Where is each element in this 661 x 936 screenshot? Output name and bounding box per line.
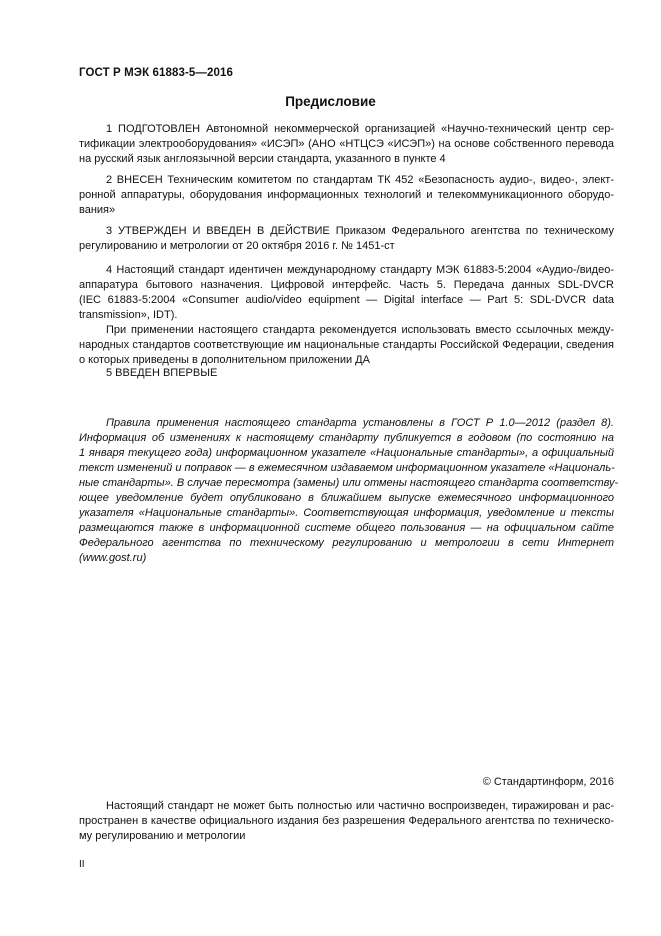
text-line: регулированию и метрологии от 20 октября 2016 г. № 1451-ст	[79, 240, 395, 252]
text-line: текст изменений и поправок — в ежемесячном издаваемом информационном указателе «Националь-	[79, 462, 615, 474]
text-line: 5 ВВЕДЕН ВПЕРВЫЕ	[106, 367, 218, 379]
publication-notice	[79, 416, 619, 566]
text-line: Настоящий стандарт не может быть полностью или частично воспроизведен, тиражирован и рас-	[106, 800, 614, 812]
text-line: ронной аппаратуры, оборудования информационных технологий и телекоммуникационного оборудо-	[79, 189, 614, 201]
foreword-item-5	[79, 366, 614, 381]
document-header: ГОСТ Р МЭК 61883-5—2016	[79, 67, 233, 79]
text-line: о которых приведены в дополнительном приложении ДА	[79, 354, 370, 366]
text-line: указателя «Национальные стандарты». Соответствующая информация, уведомление и тексты	[79, 507, 614, 519]
text-line: аппаратура бытового назначения. Цифровой интерфейс. Часть 5. Передача данных SDL-DVCR	[79, 279, 614, 291]
text-line: 1 ПОДГОТОВЛЕН Автономной некоммерческой организацией «Научно-технический центр сер-	[106, 123, 614, 135]
foreword-item-1	[79, 122, 614, 167]
text-line: размещаются также в информационной системе общего пользования — на официальном сайте	[79, 522, 614, 534]
text-line: Федерального агентства по техническому регулированию и метрологии в сети Интернет	[79, 537, 614, 549]
text-line: 3 УТВЕРЖДЕН И ВВЕДЕН В ДЕЙСТВИЕ Приказом Федерального агентства по техническому	[106, 225, 614, 237]
copyright-notice: © Стандартинформ, 2016	[482, 776, 614, 788]
text-line: (www.gost.ru)	[79, 552, 147, 564]
text-line: народных стандартов соответствующие им национальные стандарты Российской Федерации, сведения	[79, 339, 614, 351]
text-line: Информация об изменениях к настоящему стандарту публикуется в годовом (по состоянию на	[79, 432, 614, 444]
page-title: Предисловие	[285, 94, 376, 109]
page-number: II	[79, 859, 85, 870]
text-line: 1 января текущего года) информационном указателе «Национальные стандарты», а официальный	[79, 447, 614, 459]
foreword-item-3	[79, 224, 614, 254]
text-line: 4 Настоящий стандарт идентичен международному стандарту МЭК 61883-5:2004 «Аудио-/видео-	[106, 264, 614, 276]
text-line: вания»	[79, 204, 116, 216]
text-line: При применении настоящего стандарта рекомендуется использовать вместо ссылочных между-	[106, 324, 614, 336]
text-line: на русский язык англоязычной версии стандарта, указанного в пункте 4	[79, 153, 446, 165]
text-line: transmission», IDT).	[79, 309, 178, 321]
foreword-item-2	[79, 173, 614, 218]
text-line: Правила применения настоящего стандарта установлены в ГОСТ Р 1.0—2012 (раздел 8).	[106, 417, 614, 429]
text-line: му регулированию и метрологии	[79, 830, 246, 842]
text-line: ные стандарты». В случае пересмотра (замены) или отмены настоящего стандарта соответству-	[79, 477, 619, 489]
text-line: (IEC 61883-5:2004 «Consumer audio/video equipment — Digital interface — Part 5: SDL-DVCR data	[79, 294, 614, 306]
foreword-item-4-note	[79, 323, 614, 368]
text-line: тификации электрооборудования» «ИСЭП» (АНО «НТЦСЭ «ИСЭП») на основе собственного перевода	[79, 138, 614, 150]
reproduction-rights	[79, 799, 614, 844]
text-line: пространен в качестве официального издания без разрешения Федерального агентства по техническо-	[79, 815, 614, 827]
text-line: ющее уведомление будет опубликовано в ближайшем выпуске ежемесячного информационного	[79, 492, 614, 504]
text-line: 2 ВНЕСЕН Техническим комитетом по стандартам ТК 452 «Безопасность аудио-, видео-, элект-	[106, 174, 614, 186]
foreword-item-4	[79, 263, 614, 323]
